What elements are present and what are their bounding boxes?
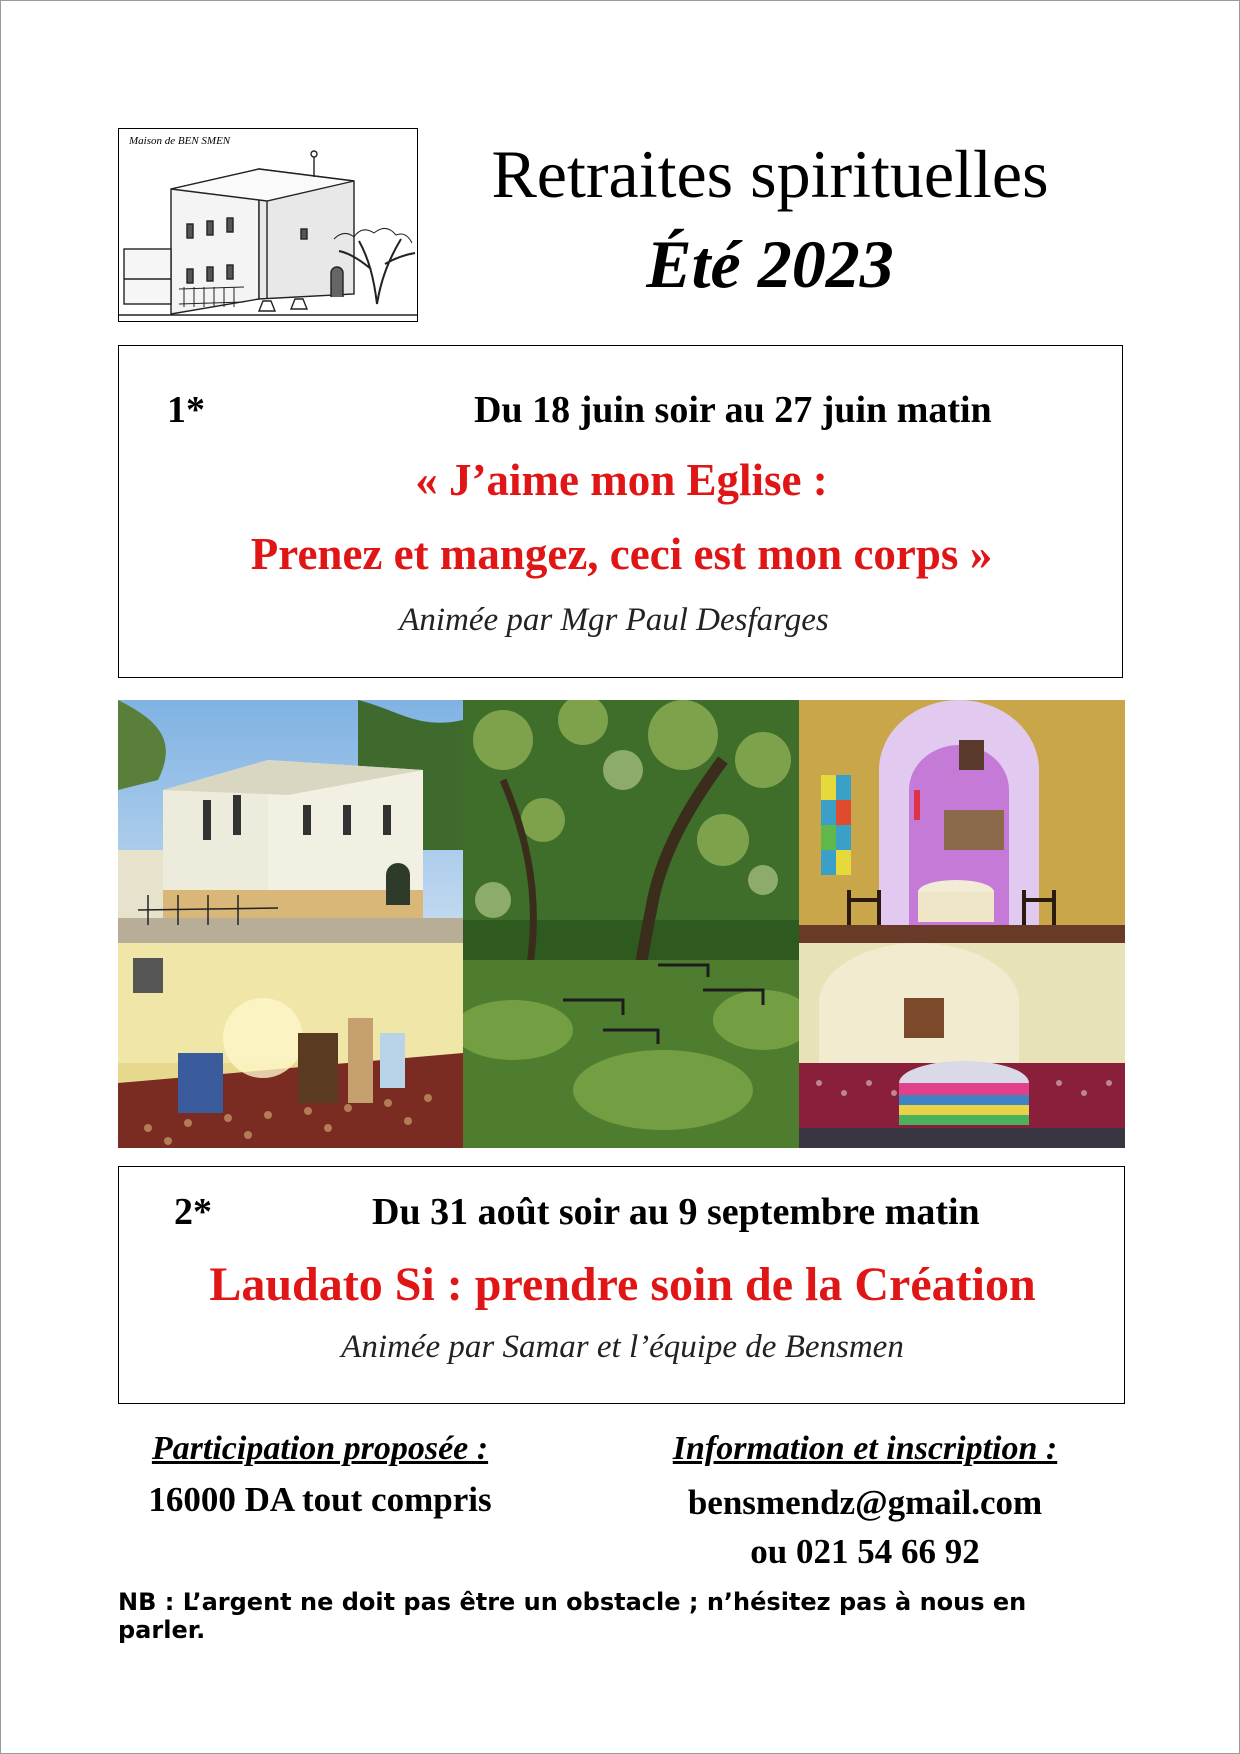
contact-email[interactable]: bensmendz@gmail.com bbox=[687, 1483, 1043, 1522]
photo-chapel bbox=[799, 700, 1125, 943]
retreat-1-dates: Du 18 juin soir au 27 juin matin bbox=[474, 389, 992, 431]
retreat-1-theme-line2: Prenez et mangez, ceci est mon corps » bbox=[250, 529, 993, 579]
retreat-1-animator: Animée par Mgr Paul Desfarges bbox=[399, 602, 829, 638]
retreat-2-theme: Laudato Si : prendre soin de la Création bbox=[209, 1258, 1036, 1311]
photo-prayer-room bbox=[118, 943, 463, 1148]
contact-phone: ou 021 54 66 92 bbox=[750, 1532, 980, 1571]
logo-house-sketch bbox=[118, 128, 418, 322]
information-heading: Information et inscription : bbox=[672, 1430, 1058, 1467]
retreat-1-theme-line1: « J’aime mon Eglise : bbox=[415, 455, 828, 505]
photo-garden bbox=[463, 700, 799, 1148]
page-title: Retraites spirituelles bbox=[491, 136, 1049, 212]
participation-price: 16000 DA tout compris bbox=[148, 1480, 492, 1519]
note-money-not-obstacle: NB : L’argent ne doit pas être un obstacle ; n’hésitez pas à nous en parler. bbox=[118, 1588, 1027, 1644]
photo-living-room bbox=[799, 943, 1125, 1148]
retreat-1-box bbox=[118, 345, 1123, 678]
retreat-1-number: 1* bbox=[167, 389, 205, 431]
retreat-2-number: 2* bbox=[174, 1191, 212, 1233]
photo-house-exterior bbox=[118, 700, 463, 943]
retreat-2-box bbox=[118, 1166, 1125, 1404]
participation-heading: Participation proposée : bbox=[151, 1430, 489, 1467]
house-sketch-icon bbox=[119, 129, 418, 322]
retreat-2-dates: Du 31 août soir au 9 septembre matin bbox=[372, 1191, 980, 1233]
logo-caption: Maison de BEN SMEN bbox=[129, 135, 231, 147]
page-subtitle-season: Été 2023 bbox=[646, 226, 894, 302]
retreat-2-animator: Animée par Samar et l’équipe de Bensmen bbox=[341, 1329, 904, 1365]
